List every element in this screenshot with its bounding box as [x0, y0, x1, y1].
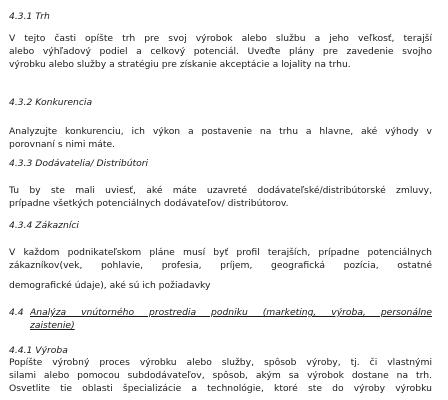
- heading-4-4-1: 4.4.1 Výroba: [9, 345, 68, 356]
- text-line: výrobku alebo služby a stratégiu pre získanie akceptácie a lojality na trhu.: [9, 59, 351, 70]
- paragraph-production: [9, 356, 432, 395]
- paragraph-competition: [9, 125, 432, 151]
- text-line: Osvetlite tie oblasti špecializácie a technológie, ktoré ste do výroby výrobku: [9, 383, 432, 394]
- heading-4-3-1: 4.3.1 Trh: [9, 11, 50, 22]
- text-line: V každom podnikateľskom pláne musí byť profil terajších, prípadne potenciálnych: [9, 247, 432, 258]
- text-line: Analyzujte konkurenciu, ich výkon a postavenie na trhu a hlavne, aké výhody v: [9, 126, 432, 137]
- paragraph-customers: [9, 246, 432, 292]
- heading-4-3-2: 4.3.2 Konkurencia: [9, 97, 93, 108]
- heading-4-4-title-line: zaistenie): [30, 320, 75, 331]
- heading-4-4-title-line: Analýza vnútorného prostredia podniku (marketing, výroba, personálne: [30, 307, 432, 318]
- paragraph-suppliers: [9, 184, 432, 210]
- heading-4-4-title: [30, 306, 432, 332]
- text-line: V tejto časti opíšte trh pre svoj výrobok alebo službu a jeho veľkosť, terajší: [9, 33, 432, 44]
- text-line: porovnaní s nimi máte.: [9, 139, 116, 150]
- text-line: zákazníkov(vek, pohlavie, profesia, príjem, geografická pozícia, ostatné: [9, 260, 432, 271]
- text-line: Popíšte výrobný proces výrobku alebo služby, spôsob výroby, tj. či vlastnými: [9, 357, 432, 368]
- heading-4-4-number: 4.4: [9, 307, 24, 318]
- text-line: silami alebo pomocou subdodávateľov, spôsob, akým sa výrobok dostane na trh.: [9, 370, 432, 381]
- text-line: Tu by ste mali uviesť, aké máte uzavreté dodávateľské/distribútorské zmluvy,: [9, 185, 432, 196]
- heading-4-3-3: 4.3.3 Dodávatelia/ Distribútori: [9, 158, 149, 169]
- text-line: alebo výhľadový podiel a celkový potenciál. Uveďte plány pre zavedenie svojho: [9, 46, 432, 57]
- heading-4-3-4: 4.3.4 Zákazníci: [9, 220, 79, 231]
- text-line: prípadne všetkých potenciálnych dodávateľov/ distribútorov.: [9, 198, 289, 209]
- paragraph-market: [9, 32, 432, 71]
- text-line: demografické údaje), aké sú ich požiadavky: [9, 280, 211, 291]
